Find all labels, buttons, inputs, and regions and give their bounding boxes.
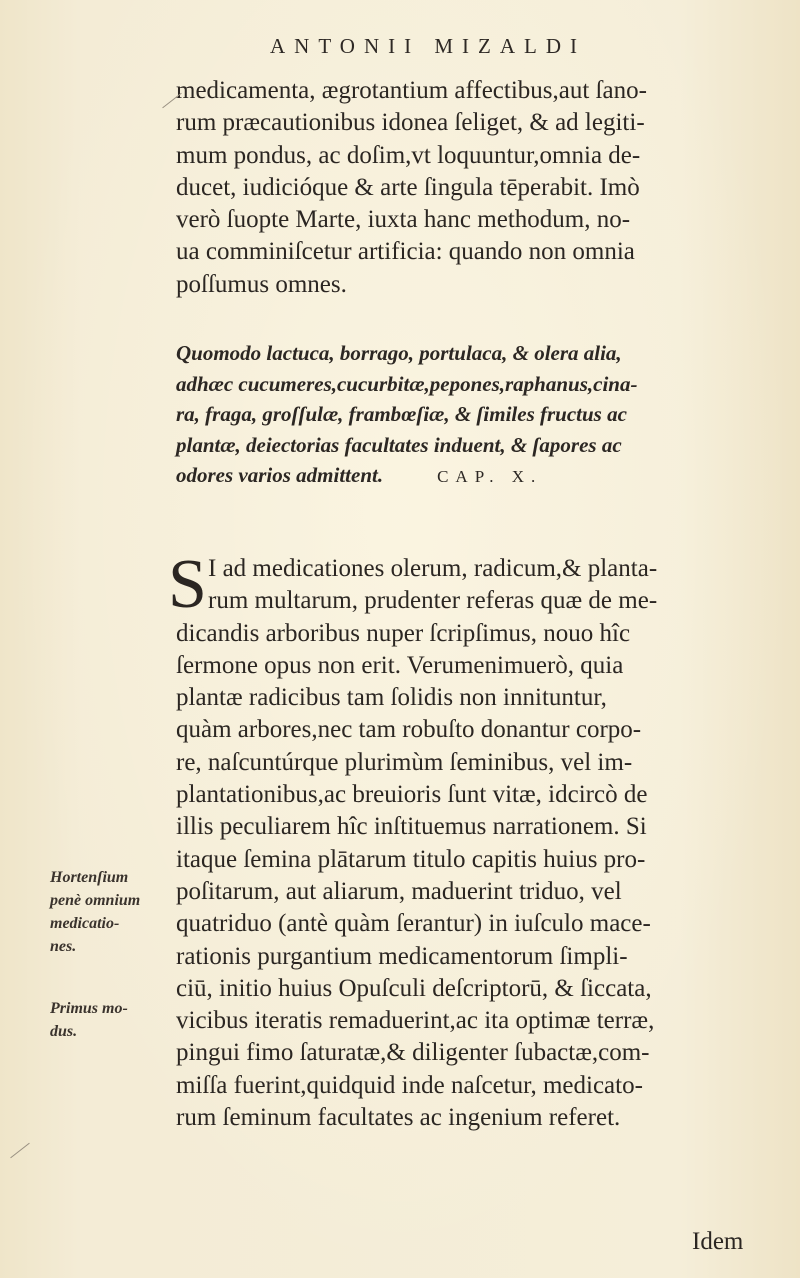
text-line: itaque ſemina plātarum titulo capitis huius pro- — [176, 845, 646, 873]
heading-line: Quomodo lactuca, borrago, portulaca, & olera alia, — [176, 341, 622, 365]
heading-line: plantæ, deiectorias facultates induent, & ſapores ac — [176, 432, 622, 457]
text-line: illis peculiarem hîc inſtituemus narrationem. Si — [176, 813, 647, 841]
text-line: miſſa fuerint,quidquid inde naſcetur, medicato- — [176, 1071, 643, 1099]
text-line: re, naſcuntúrque plurimùm ſeminibus, vel im- — [176, 748, 633, 776]
text-line: verò ſuopte Marte, iuxta hanc methodum, no- — [176, 206, 631, 234]
text-line: medicamenta, ægrotantium affectibus,aut ſano- — [176, 77, 647, 104]
text-line: rum præcautionibus idonea ſeliget, & ad legiti- — [176, 109, 645, 137]
margin-note-line: nes. — [50, 938, 77, 955]
text-line: rationis purgantium medicamentorum ſimpli- — [176, 942, 628, 970]
catchword: Idem — [692, 1228, 744, 1255]
margin-note-line: medicatio- — [50, 915, 120, 932]
chapter-heading — [176, 338, 776, 491]
text-line: ducet, iudicióque & arte ſingula tēperabit. Imò — [176, 173, 640, 201]
text-line: poſſumus omnes. — [176, 270, 347, 298]
text-line: mum pondus, ac doſim,vt loquuntur,omnia de- — [176, 141, 641, 169]
text-line: dicandis arboribus nuper ſcripſimus, nouo hîc — [176, 619, 631, 647]
heading-line-last — [176, 460, 776, 491]
margin-note — [50, 997, 162, 1043]
margin-note-line: Primus mo- — [50, 1000, 128, 1017]
text-line: plantationibus,ac breuioris ſunt vitæ, idcircò de — [176, 781, 648, 809]
text-line: I ad medicationes olerum, radicum,& planta- — [208, 555, 658, 582]
margin-note-line: dus. — [50, 1023, 78, 1040]
margin-note-line: penè omnium — [50, 892, 141, 909]
text-line: ſermone opus non erit. Verumenimuerò, quia — [176, 651, 624, 679]
text-line: pingui fimo ſaturatæ,& diligenter ſubactæ,com- — [176, 1039, 650, 1067]
margin-note-line: Hortenſium — [50, 869, 129, 886]
heading-line-text: odores varios admittent. — [176, 463, 384, 487]
stray-ink-mark — [10, 1143, 30, 1159]
text-line: vicibus iteratis remaduerint,ac ita optimæ terræ, — [176, 1007, 655, 1035]
text-line: plantæ radicibus tam ſolidis non innituntur, — [176, 684, 607, 712]
text-line: rum multarum, prudenter referas quæ de me- — [208, 587, 658, 615]
text-line: quàm arbores,nec tam robuſto donantur corpo- — [176, 716, 642, 744]
text-line: poſitarum, aut aliarum, maduerint triduo, vel — [176, 877, 622, 905]
text-line: ua comminiſcetur artificia: quando non omnia — [176, 238, 635, 266]
chapter-paragraph — [176, 553, 776, 1134]
text-line: ciū, initio huius Opuſculi deſcriptorū, & ſiccata, — [176, 974, 652, 1002]
drop-cap-initial: S — [168, 546, 207, 623]
text-line: rum ſeminum facultates ac ingenium referet. — [176, 1104, 621, 1132]
margin-note — [50, 866, 162, 958]
heading-line: adhæc cucumeres,cucurbitæ,pepones,raphanus,cina- — [176, 371, 638, 396]
heading-line: ra, fraga, groſſulæ, frambœſiæ, & ſimiles fructus ac — [176, 402, 627, 426]
text-line: quatriduo (antè quàm ſerantur) in iuſculo mace- — [176, 910, 651, 938]
intro-paragraph — [176, 75, 776, 301]
chapter-number: CAP. X. — [437, 467, 543, 486]
running-head: ANTONII MIZALDI — [270, 34, 586, 58]
